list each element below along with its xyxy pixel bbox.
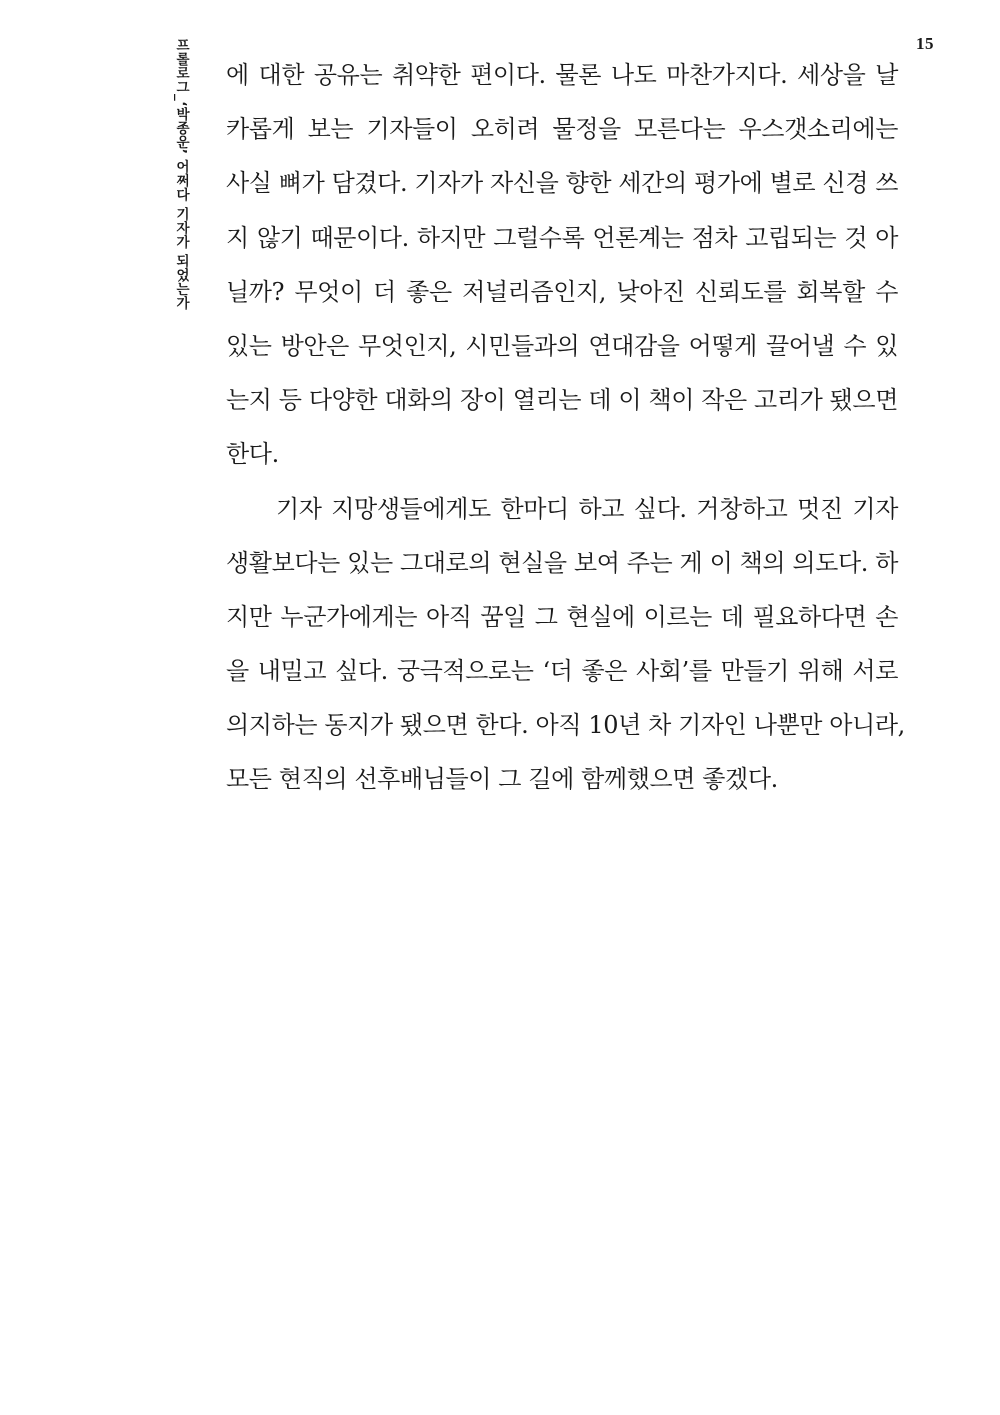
- text-line: 기자 지망생들에게도 한마디 하고 싶다. 거창하고 멋진 기자: [276, 494, 898, 523]
- page-number: 15: [916, 34, 934, 53]
- paragraph-1: [226, 52, 898, 486]
- text-line: 한다.: [226, 440, 279, 469]
- text-line: 는지 등 다양한 대화의 장이 열리는 데 이 책이 작은 고리가 됐으면: [226, 386, 898, 415]
- text-line: 카롭게 보는 기자들이 오히려 물정을 모른다는 우스갯소리에는: [226, 115, 898, 144]
- text-line: 사실 뼈가 담겼다. 기자가 자신을 향한 세간의 평가에 별로 신경 쓰: [226, 169, 898, 198]
- body-text: [226, 52, 905, 811]
- running-head: 프롤로그_‘박종운’ 어쩌다 기자가 되었는가: [173, 38, 189, 311]
- text-line: 모든 현직의 선후배님들이 그 길에 함께했으면 좋겠다.: [226, 765, 778, 794]
- text-line: 지만 누군가에게는 아직 꿈일 그 현실에 이르는 데 필요하다면 손: [226, 602, 898, 631]
- text-line: 있는 방안은 무엇인지, 시민들과의 연대감을 어떻게 끌어낼 수 있: [226, 331, 898, 360]
- text-line: 의지하는 동지가 됐으면 한다. 아직 10년 차 기자인 나뿐만 아니라,: [226, 711, 905, 740]
- text-line: 에 대한 공유는 취약한 편이다. 물론 나도 마찬가지다. 세상을 날: [226, 61, 898, 89]
- paragraph-2: [226, 486, 905, 811]
- text-line: 생활보다는 있는 그대로의 현실을 보여 주는 게 이 책의 의도다. 하: [226, 548, 898, 577]
- text-line: 지 않기 때문이다. 하지만 그럴수록 언론계는 점차 고립되는 것 아: [226, 223, 898, 252]
- text-line: 닐까? 무엇이 더 좋은 저널리즘인지, 낮아진 신뢰도를 회복할 수: [226, 277, 898, 306]
- text-line: 을 내밀고 싶다. 궁극적으로는 ‘더 좋은 사회’를 만들기 위해 서로: [226, 657, 898, 686]
